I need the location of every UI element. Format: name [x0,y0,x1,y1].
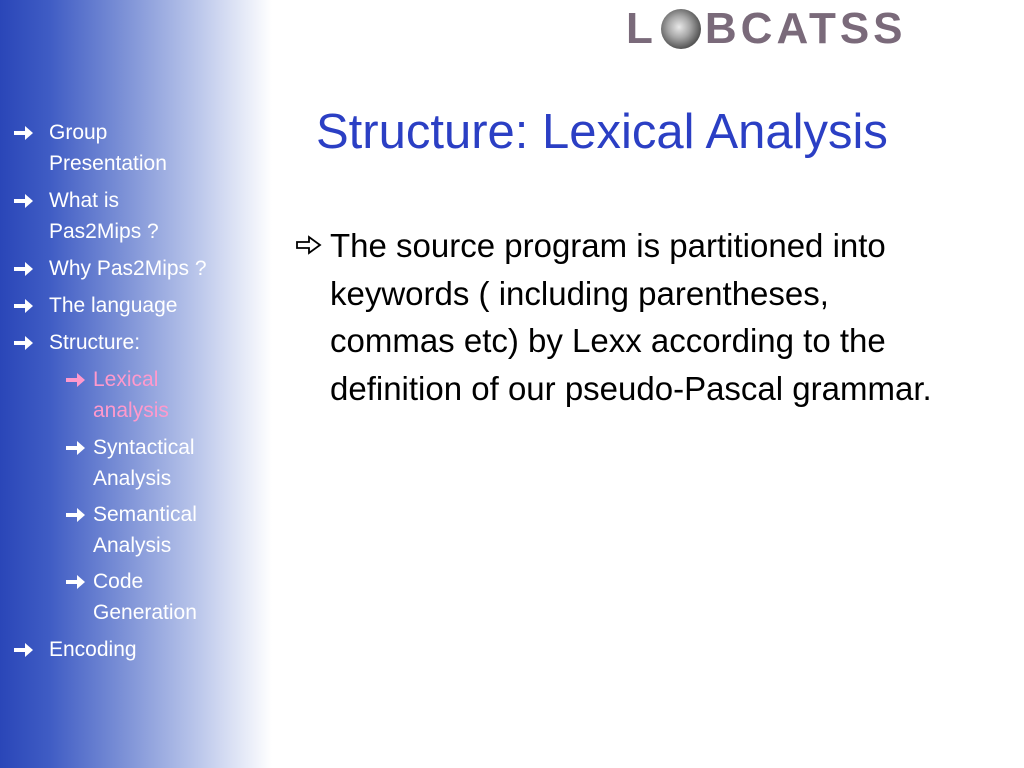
right-arrow-icon [14,185,35,216]
logo-text-right: BCATSS [704,4,907,53]
right-arrow-icon [14,290,35,321]
right-arrow-icon [66,499,87,530]
sidebar-item-label: Lexical analysis [93,368,169,422]
sidebar-item-why-pas2mips[interactable] [14,253,249,284]
slide-title: Structure: Lexical Analysis [316,105,888,159]
outline-right-arrow-icon [296,222,326,268]
right-arrow-icon [14,117,35,148]
logo-text-left: L [626,4,657,53]
sidebar-nav [0,0,272,768]
right-arrow-icon [14,253,35,284]
sidebar-subitem-code-generation[interactable] [66,566,233,628]
sidebar-item-label: Encoding [49,638,137,661]
sidebar-item-label: Syntactical Analysis [93,436,195,490]
sidebar-item-label: The language [49,294,178,317]
sidebar-item-label: Group Presentation [49,121,167,175]
sidebar-subitem-lexical-analysis[interactable] [66,364,233,426]
right-arrow-icon [66,432,87,463]
right-arrow-icon [14,634,35,665]
sidebar-item-label: What is Pas2Mips ? [49,189,159,243]
slide-bullet [296,222,956,412]
right-arrow-icon [14,327,35,358]
sidebar-item-structure[interactable] [14,327,209,358]
sidebar-item-group-presentation[interactable] [14,117,209,179]
right-arrow-icon [66,364,87,395]
sidebar-item-what-is-pas2mips[interactable] [14,185,209,247]
sidebar-subitem-semantical-analysis[interactable] [66,499,233,561]
sidebar-item-the-language[interactable] [14,290,249,321]
lobcatss-logo [626,4,907,54]
sidebar-item-label: Why Pas2Mips ? [49,257,207,280]
right-arrow-icon [66,566,87,597]
raccoon-face-icon [661,9,701,49]
sidebar-item-encoding[interactable] [14,634,209,665]
sidebar-subitem-syntactical-analysis[interactable] [66,432,233,494]
sidebar-item-label: Structure: [49,331,141,354]
sidebar-item-label: Semantical Analysis [93,503,197,557]
bullet-text: The source program is partitioned into keywords ( including parentheses, commas etc) by Lexx according to the definition of our pseudo-Pascal grammar. [330,227,932,407]
sidebar-item-label: Code Generation [93,570,197,624]
